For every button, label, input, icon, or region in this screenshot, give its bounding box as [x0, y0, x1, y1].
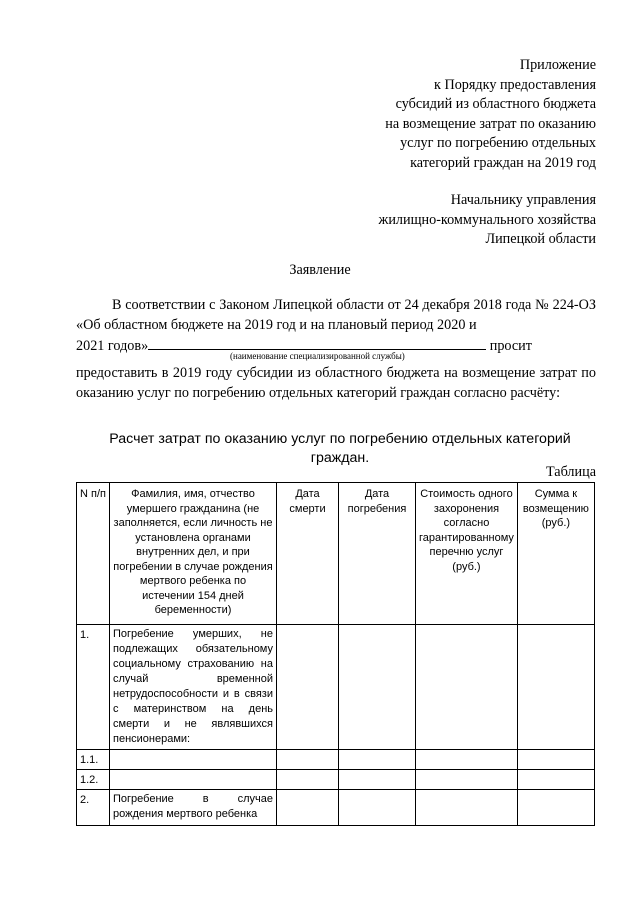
cell-burial-date[interactable]	[339, 750, 416, 770]
table-header-row	[77, 483, 595, 625]
document-title: Заявление	[289, 262, 351, 278]
cell-amount[interactable]	[517, 790, 594, 826]
header-number: N п/п	[77, 483, 110, 625]
calculation-table	[76, 482, 595, 826]
cell-burial-date[interactable]	[339, 625, 416, 750]
service-name-field[interactable]	[148, 335, 486, 350]
row-number: 1.1.	[77, 750, 110, 770]
addressee-line: Липецкой области	[485, 231, 596, 247]
table-row	[77, 790, 595, 826]
cell-amount[interactable]	[517, 770, 594, 790]
blank-caption: (наименование специализированной службы)	[230, 351, 405, 361]
appendix-line: услуг по погребению отдельных	[400, 135, 596, 151]
appendix-line: субсидий из областного бюджета	[395, 96, 596, 112]
cell-death-date[interactable]	[277, 790, 339, 826]
table-label: Таблица	[545, 464, 596, 480]
header-burial-date: Дата погребения	[339, 483, 416, 625]
row-description[interactable]	[110, 750, 277, 770]
table-row	[77, 625, 595, 750]
row-number: 2.	[77, 790, 110, 826]
appendix-line: на возмещение затрат по оказанию	[385, 115, 596, 132]
cell-burial-date[interactable]	[339, 770, 416, 790]
cell-cost[interactable]	[416, 750, 518, 770]
appendix-line: к Порядку предоставления	[434, 76, 596, 93]
addressee-block	[379, 191, 596, 250]
line3-start: 2021 годов»	[76, 338, 149, 354]
header-fullname: Фамилия, имя, отчество умершего гражданина (не заполняется, если личность не установлена органами внутренних дел, и при погребении в случае рождения мертвого ребенка по истечении 154 дней беременности)	[110, 483, 277, 625]
table-title: Расчет затрат по оказанию услуг по погребению отдельных категорий граждан.	[109, 431, 571, 466]
addressee-line: жилищно-коммунального хозяйства	[378, 211, 596, 228]
header-death-date: Дата смерти	[277, 483, 339, 625]
cell-cost[interactable]	[416, 625, 518, 750]
row-number: 1.2.	[77, 770, 110, 790]
header-amount: Сумма к возмещению (руб.)	[517, 483, 594, 625]
header-cost: Стоимость одного захоронения согласно гарантированному перечню услуг (руб.)	[416, 483, 518, 625]
cell-death-date[interactable]	[277, 625, 339, 750]
line3-end: просит	[489, 338, 532, 354]
cell-amount[interactable]	[517, 625, 594, 750]
cell-death-date[interactable]	[277, 770, 339, 790]
cell-cost[interactable]	[416, 770, 518, 790]
cell-cost[interactable]	[416, 790, 518, 826]
table-row	[77, 750, 595, 770]
cell-burial-date[interactable]	[339, 790, 416, 826]
appendix-block	[385, 56, 596, 173]
cell-amount[interactable]	[517, 750, 594, 770]
addressee-line: Начальнику управления	[450, 192, 596, 208]
table-row	[77, 770, 595, 790]
row-number: 1.	[77, 625, 110, 750]
row-description: Погребение умерших, не подлежащих обязательному социальному страхованию на случай временной нетрудоспособности и в связи с материнством на день смерти и не являвшихся пенсионерами:	[110, 625, 277, 750]
cell-death-date[interactable]	[277, 750, 339, 770]
paragraph-request: предоставить в 2019 году субсидии из областного бюджета на возмещение затрат по оказанию услуг по погребению отдельных категорий граждан согласно расчёту:	[76, 365, 596, 401]
appendix-line: Приложение	[519, 57, 596, 73]
appendix-line: категорий граждан на 2019 год	[410, 154, 596, 171]
paragraph-intro-text: В соответствии с Законом Липецкой области от 24 декабря 2018 года № 224-ОЗ «Об областном бюджете на 2019 год и на плановый период 2020 и	[76, 297, 596, 333]
row-description[interactable]	[110, 770, 277, 790]
row-description: Погребение в случае рождения мертвого ребенка	[110, 790, 277, 826]
paragraph-intro	[76, 296, 596, 335]
